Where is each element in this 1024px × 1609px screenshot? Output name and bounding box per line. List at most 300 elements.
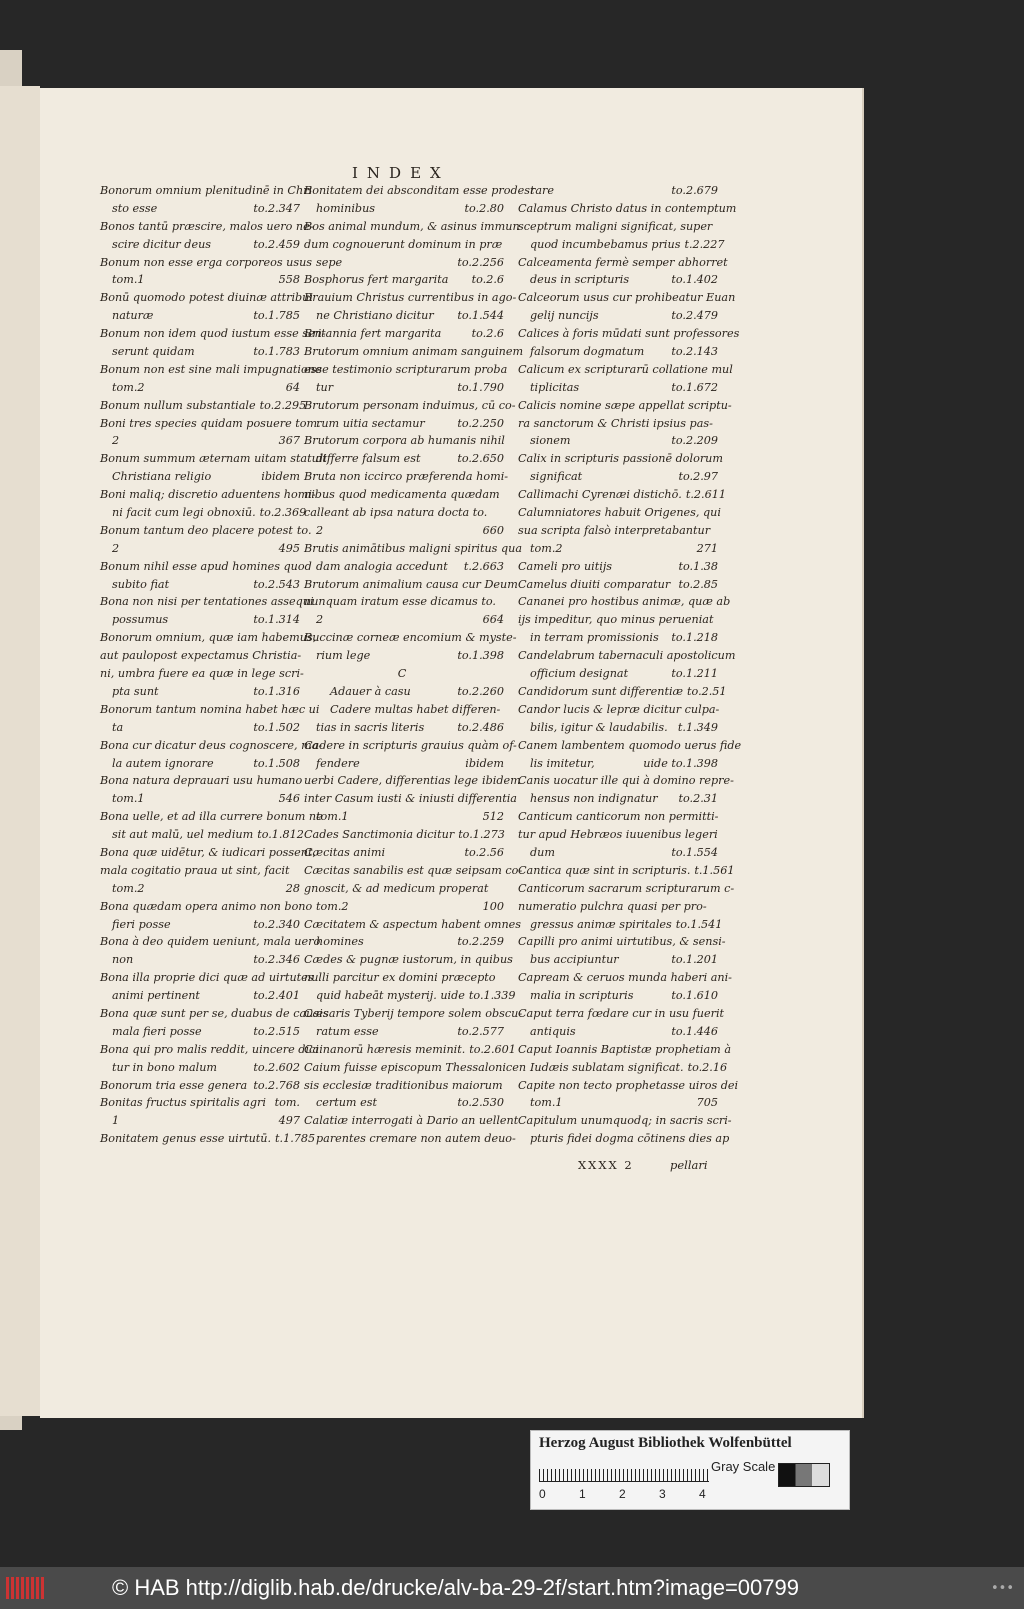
index-entry-reference: 495 [278,541,300,555]
index-entry-reference: to.2.31 [678,792,718,806]
index-entry-text: tom.2 [112,881,145,895]
index-line [304,738,517,757]
index-entry-reference: 28 [285,881,300,895]
gray-scale-bar [778,1463,830,1487]
index-entry-reference: to.1.508 [253,756,300,770]
index-entry-text: Calicum ex scripturarū collatione mul [518,362,733,376]
index-entry-reference: to.2.679 [671,184,718,197]
index-entry-reference: to.2.530 [457,1096,504,1110]
index-entry-text: Callimachi Cyrenæi distichō. [518,488,682,502]
index-line [304,577,518,596]
hab-logo-icon [6,1577,46,1599]
index-entry-text: tur in bono malum [112,1060,218,1074]
index-entry-text: ijs impeditur, quo minus perueniat [518,613,714,627]
index-entry-text: gnoscit, & ad medicum properat [304,881,489,895]
index-column-1 [100,184,329,1150]
index-entry-text: differre falsum est [316,452,421,466]
index-entry-reference: to.2.260 [457,684,504,698]
index-line [304,863,523,882]
index-entry-reference: to.2.16 [687,1060,728,1074]
index-line [304,417,504,435]
index-entry-text: Bona uelle, et ad illa currere bonum ne [100,810,323,824]
index-entry-text: Bonitas fructus spiritalis agri [100,1096,266,1110]
index-entry-text: Brauium Christus currentibus in ago- [304,291,517,305]
index-line [100,202,300,220]
index-line [304,219,520,238]
index-line [304,452,504,470]
index-entry-reference: to.2.602 [253,1060,300,1074]
index-entry-text: Bonorum tantum nomina habet hæc ui [100,702,320,716]
index-line [100,757,300,775]
index-entry-reference: to.2.650 [457,452,504,466]
index-entry-reference: to.1.402 [671,273,718,287]
index-entry-reference: 512 [482,810,504,824]
index-entry-reference: to.2.6 [471,273,504,287]
index-entry-text: Bonum non est sine mali impugnatione [100,362,322,376]
index-line [304,273,504,291]
index-entry-text: sepe [316,255,343,269]
index-entry-text: Canticum canticorum non permitti- [518,810,719,824]
index-entry-reference: to.2.85 [678,577,718,591]
index-entry-reference: to.2.486 [457,720,504,734]
index-entry-text: pta sunt [112,684,159,698]
index-entry-text: Bonorum omnium plenitudinē in Chri [100,184,313,197]
index-line [518,613,718,631]
card-title: Herzog August Bibliothek Wolfenbüttel [539,1435,792,1451]
index-line [518,381,718,399]
index-entry-text: sceptrum maligni significat, super [518,219,713,233]
index-entry-text: homines [316,935,364,949]
index-line [518,255,728,274]
index-entry-reference: 367 [278,434,300,448]
index-line [100,721,300,739]
index-entry-text: Calceamenta fermè semper abhorret [518,255,728,269]
index-line [518,434,718,452]
index-entry-reference: to.2.577 [457,1024,504,1038]
index-line [100,434,300,452]
index-entry-text: Bonum summum æternam uitam statuit [100,452,327,466]
index-line [518,1114,732,1132]
index-line [100,918,300,936]
index-entry-text: Bona quædam opera animo non bono [100,899,313,913]
index-line [304,613,504,631]
index-entry-reference: to.1.502 [253,720,300,734]
index-entry-text: Bonum non idem quod iustum esse sen- [100,327,326,341]
index-entry-text: Cæcitatem & aspectum habent omnes [304,917,522,931]
index-entry-reference: to.1.541 [675,917,723,931]
index-entry-reference: 271 [696,541,718,555]
index-entry-text: tom.2 [530,541,563,555]
index-entry-text: Cades Sanctimonia dicitur [304,828,455,842]
index-line [100,882,300,900]
index-entry-text: ra sanctorum & Christi ipsius pas- [518,416,713,430]
index-line [518,667,718,685]
index-line [518,1078,739,1097]
index-entry-reference: to.1.554 [671,845,718,859]
index-entry-text: Bonorum tria esse genera [100,1078,248,1092]
index-entry-reference: to.2.97 [678,470,718,484]
index-entry-text: Candor lucis & lepræ dicitur culpa- [518,702,720,716]
index-line [518,738,742,757]
tick-label: 0 [539,1487,546,1501]
index-entry-reference: 558 [278,273,300,287]
index-column-2 [304,184,535,1150]
index-line [304,757,504,775]
index-line [518,631,718,649]
index-column-3 [518,184,742,1150]
index-line [518,595,731,613]
index-line [100,291,313,309]
index-line [100,1096,300,1114]
index-entry-text: Bonorum omnium, quæ iam habemus, [100,631,317,645]
index-entry-text: tom.1 [112,792,145,806]
index-entry-reference: ibidem [482,774,521,788]
index-line [100,738,323,757]
index-line [100,452,327,470]
index-entry-reference: to.1.211 [671,667,718,681]
index-entry-text: sionem [530,434,571,448]
index-entry-text: officium designat [530,667,629,681]
index-line [304,685,504,703]
index-entry-text: scire dicitur deus [112,237,212,251]
index-line [304,238,504,256]
index-entry-reference: t.2.227 [684,237,725,251]
index-line [304,184,535,202]
index-entry-text: Brutorum corpora ab humanis nihil [304,434,505,448]
index-line [100,327,326,345]
index-line [100,578,300,596]
index-line [518,506,721,524]
index-line [304,828,504,846]
index-entry-text: tom.2 [112,380,145,394]
index-entry-reference: to.1.672 [671,380,718,394]
index-line [100,971,314,989]
index-entry-text: nulli parcitur ex domini præcepto [304,971,496,985]
index-entry-text: Brutorum animalium causa cur Deum [304,577,518,591]
index-entry-text: rum uitia sectamur [316,416,425,430]
index-entry-reference: t.1.561 [694,863,735,877]
index-entry-text: in terram promissionis [530,631,659,645]
index-entry-text: 2 [316,613,324,627]
index-entry-text: bus accipiuntur [530,953,619,967]
index-entry-text: tur apud Hebræos iuuenibus legeri [518,828,718,842]
index-entry-text: Caput terra fœdare cur in usu fuerit [518,1006,725,1020]
index-line [518,398,732,417]
index-line [304,398,516,417]
index-entry-text: Calices à foris mūdati sunt professores [518,327,740,341]
index-entry-text: Capilli pro animi uirtutibus, & sensi- [518,935,726,949]
index-entry-reference: to.2.346 [253,953,300,967]
index-line [304,721,504,739]
index-entry-text: deus in scripturis [530,273,630,287]
index-line [518,792,718,810]
index-entry-text: 2 [316,523,324,537]
index-entry-reference: t.1.349 [677,720,718,734]
index-entry-text: sis ecclesiæ traditionibus maiorum [304,1078,503,1092]
index-line [100,685,300,703]
index-entry-reference: to.2.250 [457,416,504,430]
index-entry-reference: to.1.218 [671,631,718,645]
index-line [518,452,723,470]
index-entry-reference: to.2.601 [469,1042,516,1056]
index-line [518,649,736,667]
index-entry-text: tiplicitas [530,380,580,394]
index-line [518,345,718,363]
index-line [304,345,524,363]
index-line [518,971,732,989]
index-entry-text: Bona non nisi per tentationes assequi [100,595,314,609]
index-line [100,631,317,649]
index-entry-text: significat [530,470,583,484]
index-line [304,1042,516,1061]
index-line [304,846,504,864]
index-entry-text: Brutorum omnium animam sanguinem [304,345,524,359]
index-entry-text: Camelus diuiti comparatur [518,577,671,591]
index-line [100,559,312,578]
index-entry-text: lis imitetur, [530,756,595,770]
index-entry-text: sit aut malū, uel medium [112,828,254,842]
index-line [304,524,504,542]
index-entry-text: Cadere in scripturis grauius quàm of- [304,738,517,752]
index-line [100,255,313,274]
index-line [304,202,504,220]
index-line [518,846,718,864]
index-line [100,488,316,506]
index-entry-text: malia in scripturis [530,989,634,1003]
index-entry-text: Cantica quæ sint in scripturis. [518,863,691,877]
index-line [304,631,517,649]
index-line [518,810,718,828]
index-entry-text: tom.1 [530,1096,563,1110]
index-line [100,810,323,828]
index-line [100,184,313,202]
index-line [100,989,300,1007]
index-entry-text: Boni maliq; discretio aduentens homi- [100,488,316,502]
index-entry-text: Boni tres species quidam posuere tom. [100,416,321,430]
index-line [518,578,718,596]
index-entry-text: non [112,953,134,967]
index-line [518,362,733,381]
index-line [100,1132,316,1150]
index-entry-text: Bona natura deprauari usu humano [100,774,303,788]
index-line [518,309,718,327]
index-line [304,882,504,900]
index-line [304,1079,504,1097]
index-entry-text: Iudæis sublatam significat. [530,1060,684,1074]
index-entry-reference: to.1.38 [678,559,718,573]
index-line [518,917,723,936]
index-entry-text: Calix in scripturis passionē dolorum [518,452,723,466]
index-entry-reference: to.2.51 [687,684,727,698]
index-line [518,989,718,1007]
index-entry-reference: to.1.273 [458,828,505,842]
index-entry-reference: to.2.459 [253,237,300,251]
index-line [304,381,504,399]
index-line [100,1042,319,1061]
index-line [518,721,718,739]
index-entry-text: Bona cur dicatur deus cognoscere, ma- [100,738,323,752]
index-entry-text: ne Christiano dicitur [316,309,434,323]
footer-url[interactable]: © HAB http://diglib.hab.de/drucke/alv-ba-29-2f/start.htm?image=00799 [112,1575,799,1600]
index-entry-text: gressus animæ spiritales [530,917,672,931]
index-line [304,506,504,524]
color-card [530,1430,850,1510]
page-header: INDEX [352,164,450,182]
index-entry-reference: to.1.201 [671,953,718,967]
index-line [518,470,718,488]
index-entry-text: Cæsaris Tyberij tempore solem obscu- [304,1006,523,1020]
index-line [304,774,521,792]
index-entry-text: Calumniatores habuit Origenes, qui [518,506,721,520]
index-entry-reference: uide to.1.398 [643,756,718,770]
index-entry-text: Britannia fert margarita [304,327,442,341]
index-entry-reference: to.2.369 [259,506,307,520]
index-line [518,881,735,900]
index-line [518,828,718,846]
index-line [518,1042,732,1061]
index-entry-reference: to.2.401 [253,989,300,1003]
index-entry-text: Candelabrum tabernaculi apostolicum [518,649,736,663]
index-entry-text: dum cognouerunt dominum in præ [304,237,503,251]
index-line [304,917,522,936]
index-entry-reference: to.1.314 [253,613,300,627]
index-line [100,702,320,721]
index-line [100,1006,329,1025]
index-entry-text: antiquis [530,1024,576,1038]
index-entry-text: Adauer à casu [330,684,411,698]
index-entry-reference: to.2.347 [253,201,300,215]
index-entry-reference: 100 [482,899,504,913]
index-entry-text: inter Casum iusti & iniusti differentia [304,792,517,806]
index-entry-text: Bona quæ uidētur, & iudicari possent, [100,845,317,859]
gray-scale-label: Gray Scale [711,1459,776,1474]
index-line [100,1061,300,1079]
index-entry-text: naturæ [112,309,154,323]
index-line [304,900,504,918]
index-entry-text: Caput Ioannis Baptistæ prophetiam à [518,1042,732,1056]
index-line [304,971,504,989]
index-line [304,541,522,560]
index-entry-text: Cadere multas habet differen- [330,702,501,716]
index-entry-reference: t.2.611 [685,488,726,502]
index-entry-text: mala cogitatio praua ut sint, facit [100,863,290,877]
index-line [100,381,300,399]
index-line [100,845,317,864]
index-entry-text: sua scripta falsò interpretabantur [518,523,711,537]
index-entry-text: fendere [316,756,360,770]
tick-label: 2 [619,1487,626,1501]
catchword: pellari [670,1158,708,1172]
index-line [100,345,300,363]
index-entry-reference: to.2.209 [671,434,718,448]
footer-bar [0,1567,1024,1609]
index-entry-text: Bonitatem dei absconditam esse prodest [304,184,535,197]
index-entry-text: hensus non indignatur [530,792,658,806]
index-entry-text: Bonum tantum deo placere potest [100,523,293,537]
index-entry-text: Capitulum unumquodq; in sacris scri- [518,1114,732,1128]
index-line [100,864,300,882]
index-line [100,828,304,846]
index-line [100,470,300,488]
index-line [518,237,725,256]
index-entry-text: fieri posse [112,917,171,931]
index-line [304,309,504,327]
index-entry-text: 1 [112,1114,120,1128]
index-line [100,613,300,631]
index-entry-text: quid habeāt mysterij. uide [316,989,465,1003]
index-line [100,774,303,792]
index-entry-text: ratum esse [316,1024,379,1038]
index-entry-text: Bona à deo quidem ueniunt, mala uero [100,935,321,949]
index-entry-text: gelij nuncijs [530,309,599,323]
index-line [304,953,513,971]
index-entry-reference: 497 [278,1114,300,1128]
index-line [304,327,504,345]
index-entry-reference: 64 [285,380,300,394]
index-line [518,1025,718,1043]
index-line [100,416,321,435]
index-entry-text: Canis uocatur ille qui à domino repre- [518,774,734,788]
index-entry-text: quod incumbebamus prius [530,237,681,251]
index-entry-text: rium lege [316,649,371,663]
index-entry-text: Christiana religio [112,470,212,484]
index-line [304,1114,519,1132]
index-entry-reference: to.2.479 [671,309,718,323]
index-entry-text: tur [316,380,334,394]
index-line [518,684,727,703]
index-line [100,398,307,417]
index-line [518,220,718,238]
index-line [304,810,504,828]
index-entry-text: numeratio pulchra quasi per pro- [518,899,707,913]
index-line [518,184,718,202]
index-entry-text: Bosphorus fert margarita [304,273,449,287]
index-entry-text: Cæcitas sanabilis est quæ seipsam co- [304,863,523,877]
index-entry-reference: to.2.259 [457,935,504,949]
index-entry-reference: to.2.6 [471,327,504,341]
index-line [100,219,314,238]
index-entry-reference: 546 [278,792,300,806]
index-entry-reference: tom. [274,1096,300,1110]
index-line [100,953,300,971]
index-entry-reference: 664 [482,613,504,627]
index-line [100,542,300,560]
index-line [518,1006,725,1025]
index-line [518,560,718,578]
index-line [100,1114,300,1132]
index-entry-text: Bonū quomodo potest diuinæ attribui [100,291,313,305]
index-entry-reference: to.2.256 [457,255,504,269]
index-entry-text: dum [530,845,555,859]
index-line [304,488,504,506]
index-entry-text: animi pertinent [112,989,200,1003]
index-entry-text: esse testimonio scripturarum proba [304,362,508,376]
index-line [304,1025,504,1043]
index-line [100,506,307,524]
index-entry-text: Bruta non iccirco præferenda homi- [304,470,509,484]
index-entry-text: Bonos tantū præscire, malos uero ne- [100,219,314,233]
index-entry-text: falsorum dogmatum [530,345,645,359]
index-line [304,362,508,381]
index-entry-text: Calicis nomine sæpe appellat scriptu- [518,398,732,412]
more-icon[interactable]: ••• [990,1581,1014,1596]
index-entry-reference: to.1.783 [253,345,300,359]
index-line [518,524,718,542]
index-entry-text: la autem ignorare [112,756,214,770]
index-entry-text: Bona illa proprie dici quæ ad uirtutes [100,971,314,985]
index-line [100,649,300,667]
index-entry-text: certum est [316,1096,377,1110]
